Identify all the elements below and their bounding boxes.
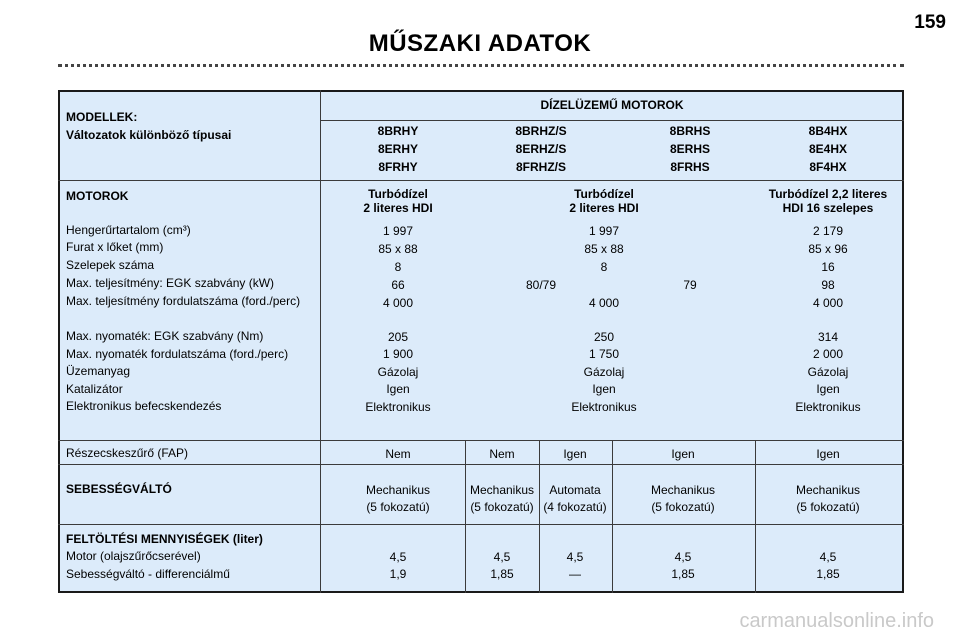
- row-engine-oil-c3: 4,5: [566, 550, 584, 564]
- variant-col3-line1: 8BRHS: [669, 124, 711, 138]
- row-fuel-c2: Gázolaj: [583, 365, 625, 379]
- row-fuel-c3: Gázolaj: [807, 365, 849, 379]
- variant-col3-line2: 8ERHS: [669, 142, 711, 156]
- row-torque-rpm-label: Max. nyomaték fordulatszáma (ford./perc): [66, 347, 289, 361]
- variant-col1-line2: 8ERHY: [377, 142, 419, 156]
- row-injection-c3: Elektronikus: [795, 400, 861, 414]
- row-fap-c5: Igen: [816, 447, 840, 461]
- row-power-rpm-c3: 4 000: [812, 296, 844, 310]
- page-number: 159: [914, 12, 946, 33]
- row-torque-rpm-c3: 2 000: [812, 347, 844, 361]
- row-power-label: Max. teljesítmény: EGK szabvány (kW): [66, 276, 275, 290]
- row-power-rpm-c1: 4 000: [382, 296, 414, 310]
- row-torque-c1: 205: [387, 330, 409, 344]
- variant-col4-line3: 8F4HX: [809, 160, 847, 174]
- variants-label: Változatok különböző típusai: [66, 128, 232, 142]
- row-power-c1: 66: [391, 278, 405, 292]
- variant-col1-line3: 8FRHY: [378, 160, 418, 174]
- row-injection-c2: Elektronikus: [571, 400, 637, 414]
- row-displacement-label: Hengerűrtartalom (cm³): [66, 223, 191, 237]
- row-bore-c3: 85 x 96: [808, 242, 848, 256]
- row-injection-label: Elektronikus befecskendezés: [66, 399, 222, 413]
- row-valves-c2: 8: [600, 260, 608, 274]
- gearbox-c2-line1: Mechanikus: [469, 483, 535, 497]
- row-torque-rpm-c2: 1 750: [588, 347, 620, 361]
- row-valves-c3: 16: [821, 260, 835, 274]
- grid-hline-engines: [58, 440, 904, 441]
- engine-type-col3-line2: HDI 16 szelepes: [782, 201, 874, 215]
- row-bore-c1: 85 x 88: [378, 242, 418, 256]
- row-torque-rpm-c1: 1 900: [382, 347, 414, 361]
- gearbox-c2-line2: (5 fokozatú): [470, 500, 534, 514]
- row-torque-c3: 314: [817, 330, 839, 344]
- gearbox-c3-line1: Automata: [549, 483, 601, 497]
- row-fap-label: Részecskeszűrő (FAP): [66, 446, 189, 460]
- grid-vline-col4: [612, 440, 613, 593]
- variant-col3-line3: 8FRHS: [670, 160, 710, 174]
- engine-type-col1-line2: 2 literes HDI: [363, 201, 433, 215]
- row-power-rpm-c2: 4 000: [588, 296, 620, 310]
- row-power-c2b: 79: [683, 278, 697, 292]
- gearbox-c3-line2: (4 fokozatú): [543, 500, 607, 514]
- variant-col2-line1: 8BRHZ/S: [515, 124, 567, 138]
- row-gearbox-oil-c5: 1,85: [816, 567, 840, 581]
- row-gearbox-oil-c2: 1,85: [490, 567, 514, 581]
- row-gearbox-oil-c3: —: [569, 567, 581, 581]
- grid-hline-gearbox: [58, 524, 904, 525]
- row-gearbox-oil-label: Sebességváltó - differenciálmű: [66, 567, 230, 581]
- engines-label: MOTOROK: [66, 189, 129, 203]
- row-power-rpm-label: Max. teljesítmény fordulatszáma (ford./perc): [66, 294, 301, 308]
- gearbox-label: SEBESSÉGVÁLTÓ: [66, 482, 172, 496]
- row-bore-c2: 85 x 88: [584, 242, 624, 256]
- page-title: MŰSZAKI ADATOK: [368, 30, 592, 57]
- variant-col1-line1: 8BRHY: [377, 124, 419, 138]
- capacities-label: FELTÖLTÉSI MENNYISÉGEK (liter): [66, 532, 263, 546]
- dotted-divider: [58, 64, 904, 67]
- grid-hline-models: [58, 180, 904, 181]
- diesel-engines-title: DÍZELÜZEMŰ MOTOROK: [540, 98, 684, 112]
- row-fap-c4: Igen: [671, 447, 695, 461]
- row-displacement-c3: 2 179: [812, 224, 844, 238]
- engine-type-col1-line1: Turbódízel: [368, 187, 428, 201]
- row-engine-oil-c4: 4,5: [674, 550, 692, 564]
- row-engine-oil-c1: 4,5: [389, 550, 407, 564]
- variant-col4-line1: 8B4HX: [808, 124, 848, 138]
- grid-vline-labels: [320, 90, 321, 593]
- gearbox-c5-line1: Mechanikus: [795, 483, 861, 497]
- row-engine-oil-label: Motor (olajszűrőcserével): [66, 549, 201, 563]
- grid-hline-header: [320, 120, 904, 121]
- row-torque-label: Max. nyomaték: EGK szabvány (Nm): [66, 329, 264, 343]
- grid-hline-fap: [58, 464, 904, 465]
- row-torque-c2: 250: [593, 330, 615, 344]
- row-gearbox-oil-c1: 1,9: [389, 567, 407, 581]
- models-label: MODELLEK:: [66, 110, 138, 124]
- row-fuel-c1: Gázolaj: [377, 365, 419, 379]
- row-catalyst-c1: Igen: [386, 382, 410, 396]
- row-fap-c1: Nem: [385, 447, 411, 461]
- engine-type-col3-line1: Turbódízel 2,2 literes: [768, 187, 888, 201]
- watermark: carmanualsonline.info: [739, 610, 934, 632]
- row-power-c2a: 80/79: [525, 278, 557, 292]
- row-catalyst-label: Katalizátor: [66, 382, 123, 396]
- variant-col2-line3: 8FRHZ/S: [515, 160, 567, 174]
- row-catalyst-c3: Igen: [816, 382, 840, 396]
- row-engine-oil-c2: 4,5: [493, 550, 511, 564]
- row-power-c3: 98: [821, 278, 835, 292]
- gearbox-c4-line1: Mechanikus: [650, 483, 716, 497]
- grid-vline-col3: [539, 440, 540, 593]
- row-fap-c3: Igen: [563, 447, 587, 461]
- row-displacement-c1: 1 997: [382, 224, 414, 238]
- gearbox-c1-line2: (5 fokozatú): [366, 500, 430, 514]
- row-injection-c1: Elektronikus: [365, 400, 431, 414]
- row-valves-label: Szelepek száma: [66, 258, 155, 272]
- row-gearbox-oil-c4: 1,85: [671, 567, 695, 581]
- engine-type-col2-line2: 2 literes HDI: [569, 201, 639, 215]
- variant-col2-line2: 8ERHZ/S: [515, 142, 567, 156]
- gearbox-c5-line2: (5 fokozatú): [796, 500, 860, 514]
- row-catalyst-c2: Igen: [592, 382, 616, 396]
- row-bore-label: Furat x lőket (mm): [66, 240, 164, 254]
- engine-type-col2-line1: Turbódízel: [574, 187, 634, 201]
- gearbox-c1-line1: Mechanikus: [365, 483, 431, 497]
- grid-vline-col2: [465, 440, 466, 593]
- row-fap-c2: Nem: [489, 447, 515, 461]
- gearbox-c4-line2: (5 fokozatú): [651, 500, 715, 514]
- row-engine-oil-c5: 4,5: [819, 550, 837, 564]
- grid-vline-col5: [755, 440, 756, 593]
- variant-col4-line2: 8E4HX: [808, 142, 848, 156]
- row-displacement-c2: 1 997: [588, 224, 620, 238]
- row-valves-c1: 8: [394, 260, 402, 274]
- row-fuel-label: Üzemanyag: [66, 364, 131, 378]
